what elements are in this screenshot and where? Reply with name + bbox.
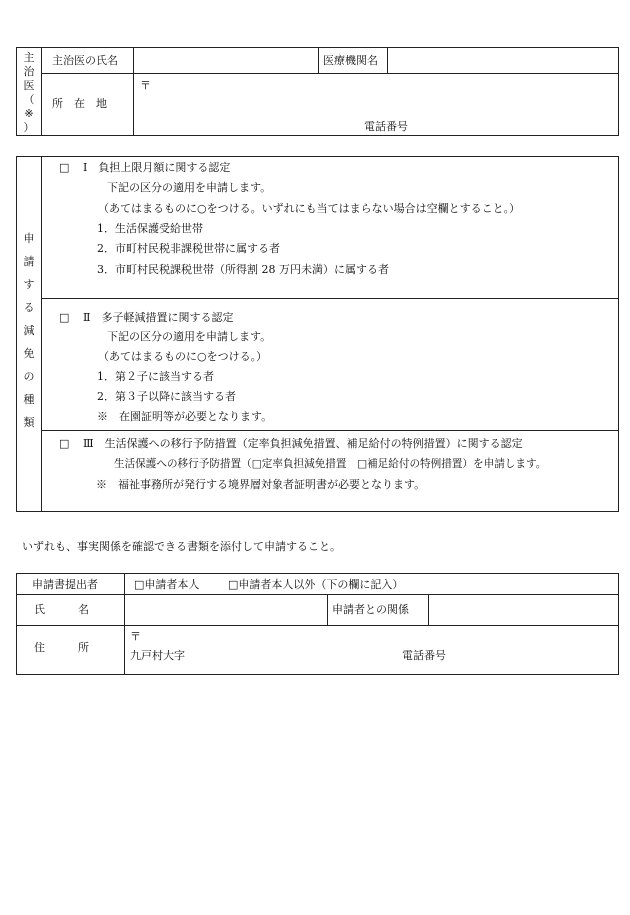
sec2-line1: 下記の区分の適用を申請します。 <box>107 330 272 343</box>
sec3-note: ※ 福祉事務所が発行する境界層対象者証明書が必要となります。 <box>96 478 426 491</box>
sec2-heading: Ⅱ 多子軽減措置に関する認定 <box>83 311 234 324</box>
applicant-postal-mark: 〒 <box>130 630 141 643</box>
sec1-item-3: 3．市町村民税課税世帯（所得割 28 万円未満）に属する者 <box>97 263 389 276</box>
applicant-address-label: 住 所 <box>34 641 89 654</box>
sec1-line2: （あてはまるものに○をつける。いずれにも当てはまらない場合は空欄とすること。） <box>98 202 521 215</box>
applicant-village: 九戸村大字 <box>130 649 185 662</box>
applicant-phone-label: 電話番号 <box>402 649 446 662</box>
sec2-item-1: 1．第２子に該当する者 <box>97 370 214 383</box>
divider <box>41 430 619 431</box>
divider <box>41 73 619 74</box>
sec2-note: ※ 在園証明等が必要となります。 <box>97 410 273 423</box>
divider <box>16 594 619 595</box>
sec2-item-2: 2．第３子以降に該当する者 <box>97 390 236 403</box>
divider <box>428 594 429 625</box>
sec3-line1: 生活保護への移行予防措置（□定率負担減免措置 □補足給付の特例措置）を申請します。 <box>114 458 547 470</box>
sec2-line2: （あてはまるものに○をつける。） <box>98 350 268 363</box>
divider <box>124 573 125 675</box>
divider <box>387 47 388 73</box>
doctor-name-label: 主治医の氏名 <box>52 54 118 67</box>
sec1-heading: Ⅰ 負担上限月額に関する認定 <box>83 161 231 174</box>
reduction-side-label: 申 請 す る 減 免 の 種 類 <box>23 232 35 429</box>
sec1-item-1: 1．生活保護受給世帯 <box>97 222 203 235</box>
divider <box>41 156 42 512</box>
option-self[interactable]: □申請者本人 <box>134 578 200 591</box>
divider <box>41 298 619 299</box>
divider <box>318 47 319 73</box>
submitter-label: 申請書提出者 <box>32 578 98 591</box>
doctor-postal-mark: 〒 <box>140 79 151 92</box>
doctor-side-label: 主 治 医 （ ※ ） <box>23 51 35 134</box>
doctor-location-label: 所 在 地 <box>52 97 107 110</box>
sec3-checkbox[interactable]: □ <box>59 437 70 450</box>
institution-label: 医療機関名 <box>323 54 378 67</box>
option-other[interactable]: □申請者本人以外（下の欄に記入） <box>228 578 404 591</box>
divider <box>327 594 328 625</box>
divider <box>41 47 42 136</box>
sec3-heading: Ⅲ 生活保護への移行予防措置（定率負担減免措置、補足給付の特例措置）に関する認定 <box>83 437 523 450</box>
applicant-name-label: 氏 名 <box>34 603 89 616</box>
sec1-checkbox[interactable]: □ <box>59 161 70 174</box>
divider <box>16 625 619 626</box>
relation-label: 申請者との関係 <box>332 603 409 616</box>
sec1-line1: 下記の区分の適用を申請します。 <box>107 181 272 194</box>
attachment-note: いずれも、事実関係を確認できる書類を添付して申請すること。 <box>22 540 341 553</box>
sec2-checkbox[interactable]: □ <box>59 311 70 324</box>
divider <box>133 47 134 136</box>
sec1-item-2: 2．市町村民税非課税世帯に属する者 <box>97 242 280 255</box>
doctor-phone-label: 電話番号 <box>364 120 408 133</box>
